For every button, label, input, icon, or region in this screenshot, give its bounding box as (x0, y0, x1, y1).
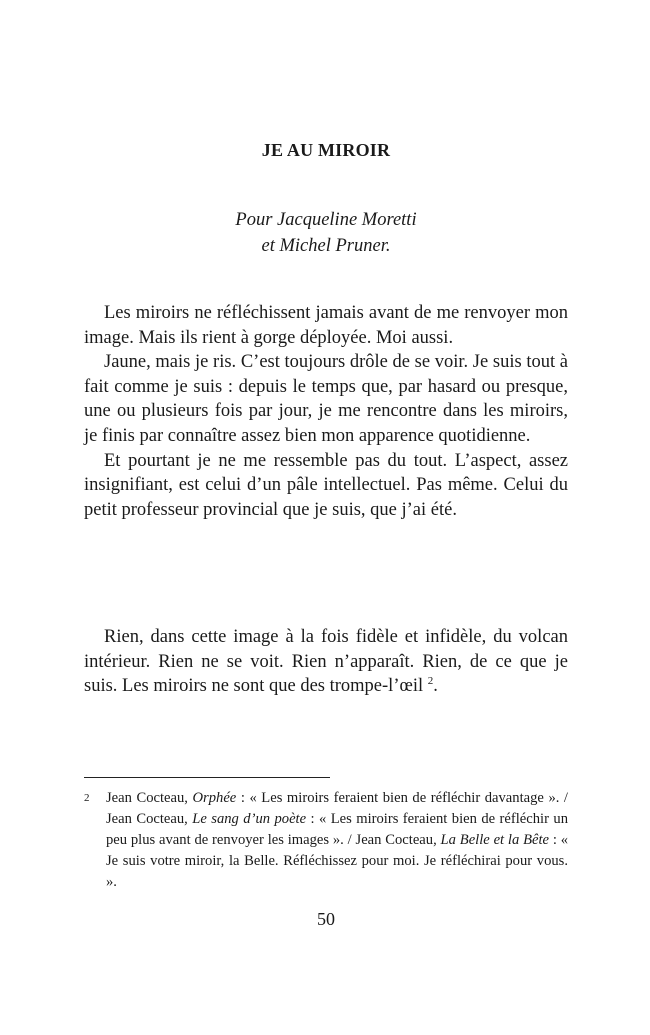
footnote-seg-3: : « Les miroirs feraient bien de réfléchir un peu plus avant de renvoyer les images ». / Jean Cocteau, (106, 811, 568, 848)
footnote-seg-1: Jean Cocteau, (106, 790, 193, 806)
dedication (84, 207, 568, 259)
footnote (84, 788, 568, 893)
footnote-seg-2: : « Les miroirs feraient bien de réfléchir davantage ». / Jean Cocteau, (106, 790, 568, 827)
book-page (84, 0, 568, 1035)
work-title-orphee: Orphée (192, 790, 237, 806)
work-title-sang-poete: Le sang d’un poète (192, 811, 307, 827)
footnote-number: 2 (84, 792, 90, 804)
text-block-1 (84, 301, 568, 522)
paragraph-4-text: Rien, dans cette image à la fois fidèle et infidèle, du volcan intérieur. Rien ne se voit. Rien n’apparaît. Rien, de ce que je suis. Les miroirs ne sont que des trompe-l’œil (84, 627, 568, 697)
chapter-title: JE AU MIROIR (261, 140, 391, 160)
footnote-separator (84, 777, 330, 778)
dedication-line-2: et Michel Pruner. (261, 236, 391, 256)
footnote-seg-4: : « Je suis votre miroir, la Belle. Réfléchissez pour moi. Je réfléchirai pour vous. ». (106, 832, 568, 890)
paragraph-2: Jaune, mais je ris. C’est toujours drôle de se voir. Je suis tout à fait comme je suis : depuis le temps que, par hasard ou presque, une ou plusieurs fois par jour, je me rencontre dans les miroirs, je finis par connaître assez bien mon apparence quotidienne. (84, 352, 568, 446)
dedication-line-1: Pour Jacqueline Moretti (235, 210, 417, 230)
work-title-belle-bete: La Belle et la Bête (440, 832, 550, 848)
paragraph-4: Rien, dans cette image à la fois fidèle et infidèle, du volcan intérieur. Rien ne se voit. Rien n’apparaît. Rien, de ce que je suis. Les miroirs ne sont que des trompe-l’œil $^2$. (84, 627, 568, 697)
page-number: 50 (317, 909, 335, 929)
footnote-text (106, 788, 568, 893)
paragraph-3: Et pourtant je ne me ressemble pas du tout. L’aspect, assez insignifiant, est celui d’un pâle intellectuel. Pas même. Celui du petit professeur provincial que je suis, que j’ai été. (84, 450, 568, 520)
footnote-reference[interactable]: 2 (427, 675, 434, 688)
text-block-2 (84, 625, 568, 699)
paragraph-1: Les miroirs ne réfléchissent jamais avant de me renvoyer mon image. Mais ils rient à gorge déployée. Moi aussi. (84, 303, 568, 348)
